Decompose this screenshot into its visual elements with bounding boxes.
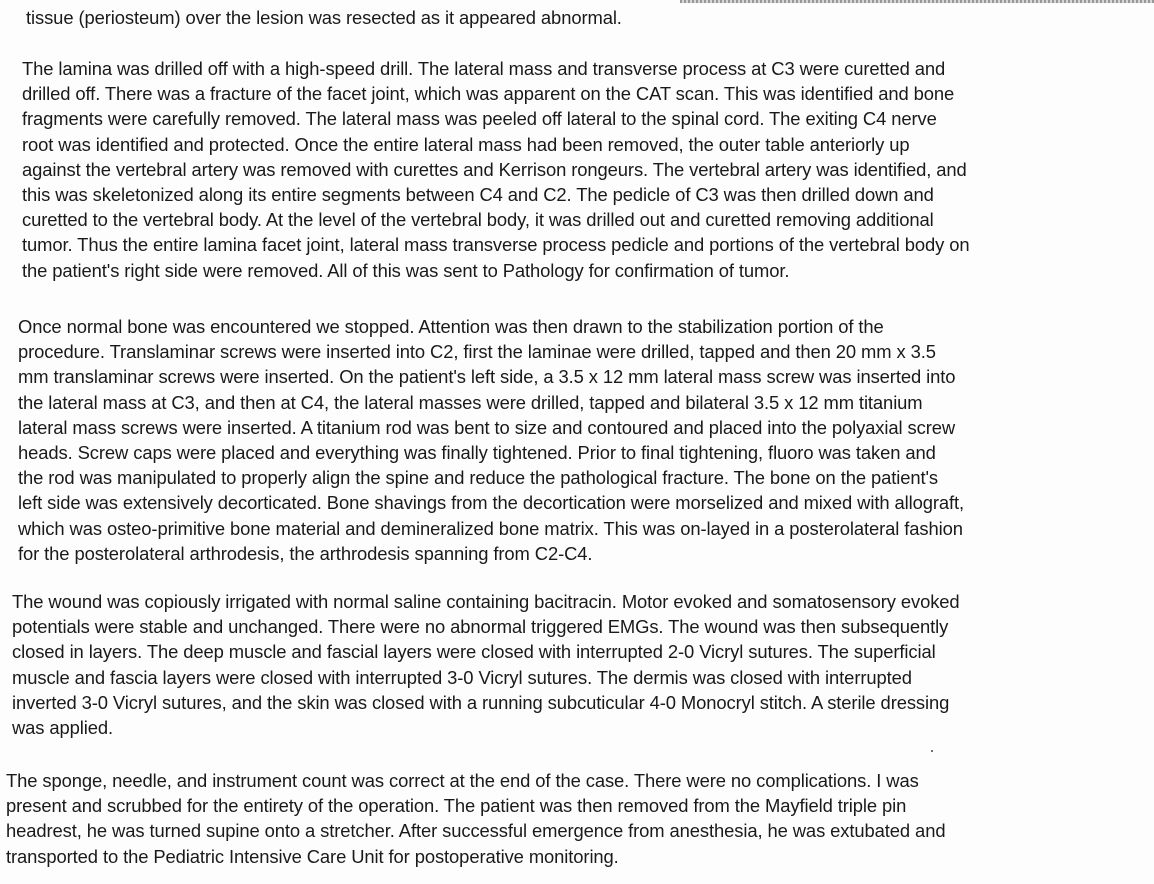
text-line: against the vertebral artery was removed with curettes and Kerrison rongeurs. The vertebral artery was identified, and <box>22 158 967 180</box>
text-line: inverted 3-0 Vicryl sutures, and the skin was closed with a running subcuticular 4-0 Monocryl stitch. A sterile dressing <box>12 691 950 713</box>
paragraph-stabilization <box>18 314 964 566</box>
text-line: the lateral mass at C3, and then at C4, the lateral masses were drilled, tapped and bilateral 3.5 x 12 mm titanium <box>18 391 923 413</box>
text-line: the rod was manipulated to properly align the spine and reduce the pathological fracture. The bone on the patient's <box>18 467 938 489</box>
paragraph-periosteum <box>26 5 622 30</box>
text-line: tumor. Thus the entire lamina facet joint, lateral mass transverse process pedicle and portions of the vertebral body on <box>22 234 970 256</box>
text-line: closed in layers. The deep muscle and fascial layers were closed with interrupted 2-0 Vicryl sutures. The superficial <box>12 641 936 663</box>
text-line: mm translaminar screws were inserted. On the patient's left side, a 3.5 x 12 mm lateral mass screw was inserted into <box>18 366 956 388</box>
text-line: transported to the Pediatric Intensive Care Unit for postoperative monitoring. <box>6 845 619 867</box>
text-line: headrest, he was turned supine onto a stretcher. After successful emergence from anesthesia, he was extubated and <box>6 820 946 842</box>
text-line: The wound was copiously irrigated with normal saline containing bacitracin. Motor evoked and somatosensory evoked <box>12 591 960 612</box>
text-line: which was osteo-primitive bone material and demineralized bone matrix. This was on-layed in a posterolateral fashion <box>18 517 963 539</box>
text-line: drilled off. There was a fracture of the facet joint, which was apparent on the CAT scan. This was identified and bone <box>22 83 955 105</box>
text-line: root was identified and protected. Once the entire lateral mass had been removed, the outer table anteriorly up <box>22 133 910 155</box>
text-line: heads. Screw caps were placed and everything was finally tightened. Prior to final tightening, fluoro was taken and <box>18 441 936 463</box>
text-line: curetted to the vertebral body. At the level of the vertebral body, it was drilled out and curetted removing additional <box>22 209 934 231</box>
text-line: fragments were carefully removed. The lateral mass was peeled off lateral to the spinal cord. The exiting C4 nerve <box>22 108 937 130</box>
text-line: left side was extensively decorticated. Bone shavings from the decortication were morselized and mixed with allograft, <box>18 492 965 514</box>
scan-edge-artifact <box>680 0 1154 3</box>
paragraph-final-count <box>6 768 945 869</box>
text-line: present and scrubbed for the entirety of the operation. The patient was then removed from the Mayfield triple pin <box>6 795 907 817</box>
text-line: Once normal bone was encountered we stopped. Attention was then drawn to the stabilization portion of the <box>18 316 884 337</box>
text-line: for the posterolateral arthrodesis, the arthrodesis spanning from C2-C4. <box>18 542 593 564</box>
paragraph-lamina-resection <box>22 56 970 283</box>
text-line: lateral mass screws were inserted. A titanium rod was bent to size and contoured and placed into the polyaxial screw <box>18 416 956 438</box>
text-line: The sponge, needle, and instrument count was correct at the end of the case. There were no complications. I was <box>6 770 919 791</box>
text-line: was applied. <box>12 716 114 738</box>
text-line: this was skeletonized along its entire segments between C4 and C2. The pedicle of C3 was then drilled down and <box>22 183 934 205</box>
text-line: The lamina was drilled off with a high-speed drill. The lateral mass and transverse process at C3 were curetted and <box>22 58 946 79</box>
text-line: the patient's right side were removed. All of this was sent to Pathology for confirmation of tumor. <box>22 259 790 281</box>
text-line: tissue (periosteum) over the lesion was resected as it appeared abnormal. <box>26 7 622 28</box>
scan-speck-artifact <box>931 750 933 752</box>
text-line: potentials were stable and unchanged. There were no abnormal triggered EMGs. The wound was then subsequently <box>12 616 949 638</box>
text-line: procedure. Translaminar screws were inserted into C2, first the laminae were drilled, tapped and then 20 mm x 3.5 <box>18 341 936 363</box>
paragraph-wound-closure <box>12 589 960 740</box>
text-line: muscle and fascia layers were closed with interrupted 3-0 Vicryl sutures. The dermis was closed with interrupted <box>12 666 912 688</box>
